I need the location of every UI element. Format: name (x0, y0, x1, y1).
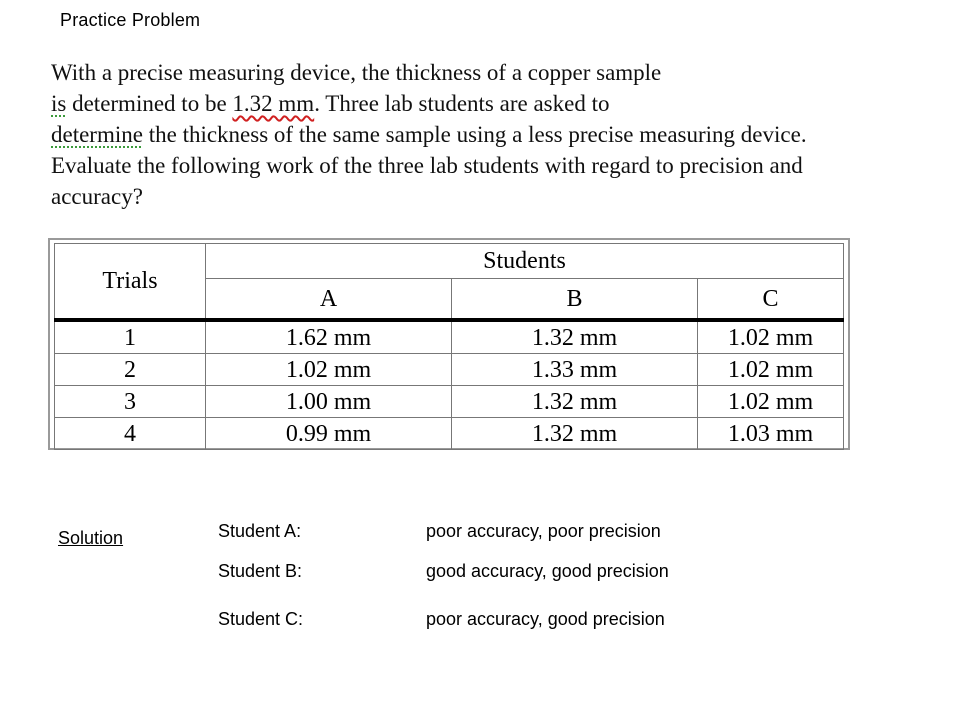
answer-row-student-b (218, 561, 669, 582)
data-table-frame (48, 238, 850, 450)
value-cell: 1.62 mm (206, 320, 452, 354)
trial-cell: 4 (55, 418, 206, 450)
student-result: poor accuracy, good precision (426, 609, 665, 629)
value-cell: 1.32 mm (452, 386, 698, 418)
trials-header: Trials (55, 244, 206, 321)
grammar-flag-determine: determine (51, 122, 143, 147)
problem-line-1: With a precise measuring device, the thickness of a copper sample (51, 60, 662, 85)
value-cell: 1.02 mm (206, 354, 452, 386)
student-result: poor accuracy, poor precision (426, 521, 661, 541)
problem-line-2 (51, 88, 951, 119)
student-label: Student B: (218, 561, 303, 581)
value-cell: 0.99 mm (206, 418, 452, 450)
column-header-a: A (206, 279, 452, 320)
table-row (55, 320, 844, 354)
value-cell: 1.32 mm (452, 320, 698, 354)
column-header-c: C (698, 279, 844, 320)
problem-line-3 (51, 119, 951, 150)
problem-line-2-end: . Three lab students are asked to (314, 91, 610, 116)
spelling-flag-value: 1.32 mm (232, 91, 315, 116)
trial-cell: 2 (55, 354, 206, 386)
problem-line-5: accuracy? (51, 184, 143, 209)
problem-line-2-mid: determined to be (66, 91, 233, 116)
value-cell: 1.02 mm (698, 320, 844, 354)
value-cell: 1.32 mm (452, 418, 698, 450)
table-row (55, 354, 844, 386)
problem-line-4: Evaluate the following work of the three lab students with regard to precision and (51, 153, 803, 178)
value-cell: 1.02 mm (698, 386, 844, 418)
value-cell: 1.02 mm (698, 354, 844, 386)
value-cell: 1.03 mm (698, 418, 844, 450)
solution-label: Solution (58, 528, 124, 548)
answer-row-student-c (218, 609, 665, 630)
measurement-table (54, 243, 844, 450)
student-result: good accuracy, good precision (426, 561, 669, 581)
students-header: Students (206, 244, 844, 279)
answer-row-student-a (218, 521, 661, 542)
student-label: Student A: (218, 521, 302, 541)
problem-line-3-end: the thickness of the same sample using a less precise measuring device. (142, 122, 807, 147)
slide-title: Practice Problem (60, 10, 201, 30)
grammar-flag-is: is (51, 91, 67, 116)
trial-cell: 3 (55, 386, 206, 418)
column-header-b: B (452, 279, 698, 320)
trial-cell: 1 (55, 320, 206, 354)
student-label: Student C: (218, 609, 304, 629)
table-row (55, 386, 844, 418)
problem-statement (51, 57, 951, 212)
value-cell: 1.00 mm (206, 386, 452, 418)
table-row (55, 418, 844, 450)
value-cell: 1.33 mm (452, 354, 698, 386)
